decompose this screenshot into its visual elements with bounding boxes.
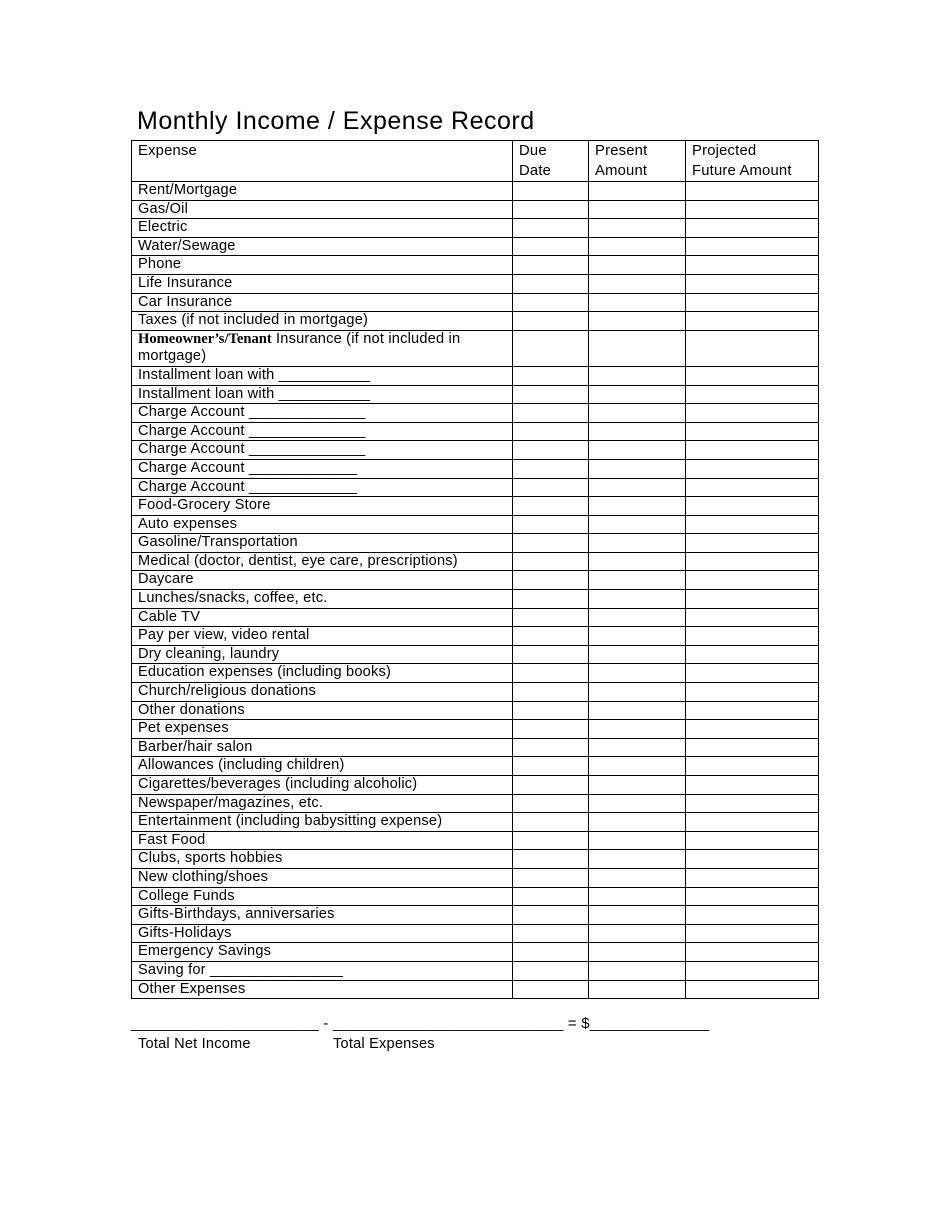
due-date-cell xyxy=(513,683,589,702)
table-row xyxy=(132,274,819,293)
due-date-cell xyxy=(513,850,589,869)
due-date-cell xyxy=(513,868,589,887)
present-amount-cell xyxy=(589,330,686,366)
table-row xyxy=(132,590,819,609)
total-net-income-label: Total Net Income xyxy=(138,1036,251,1052)
projected-future-amount-cell xyxy=(686,497,819,516)
present-amount-cell xyxy=(589,422,686,441)
projected-future-amount-cell xyxy=(686,571,819,590)
due-date-cell xyxy=(513,943,589,962)
due-date-cell xyxy=(513,404,589,423)
table-row xyxy=(132,943,819,962)
table-row xyxy=(132,645,819,664)
expense-label-cell: Gasoline/Transportation xyxy=(132,534,513,553)
present-amount-cell xyxy=(589,459,686,478)
expense-label-cell: Education expenses (including books) xyxy=(132,664,513,683)
table-row xyxy=(132,256,819,275)
projected-future-amount-cell xyxy=(686,627,819,646)
projected-future-amount-cell xyxy=(686,608,819,627)
expense-label-cell: Charge Account ______________ xyxy=(132,441,513,460)
expense-label-cell: Charge Account _____________ xyxy=(132,459,513,478)
present-amount-cell xyxy=(589,887,686,906)
table-row xyxy=(132,868,819,887)
expense-label-cell: Dry cleaning, laundry xyxy=(132,645,513,664)
present-amount-cell xyxy=(589,701,686,720)
due-date-cell xyxy=(513,887,589,906)
due-date-cell xyxy=(513,366,589,385)
present-amount-cell xyxy=(589,274,686,293)
table-row xyxy=(132,478,819,497)
due-date-cell xyxy=(513,293,589,312)
projected-future-amount-cell xyxy=(686,404,819,423)
present-amount-cell xyxy=(589,478,686,497)
present-amount-cell xyxy=(589,534,686,553)
table-header xyxy=(132,141,819,182)
expense-label-cell: Cable TV xyxy=(132,608,513,627)
table-row xyxy=(132,831,819,850)
expense-label-cell: Taxes (if not included in mortgage) xyxy=(132,312,513,331)
totals-footer xyxy=(131,1014,709,1054)
table-row xyxy=(132,534,819,553)
expense-label-cell: Installment loan with ___________ xyxy=(132,366,513,385)
projected-future-amount-cell xyxy=(686,961,819,980)
present-amount-cell xyxy=(589,831,686,850)
expense-label-cell: Allowances (including children) xyxy=(132,757,513,776)
present-amount-cell xyxy=(589,571,686,590)
projected-future-amount-cell xyxy=(686,906,819,925)
expense-label-cell: Cigarettes/beverages (including alcoholic) xyxy=(132,776,513,795)
due-date-cell xyxy=(513,274,589,293)
expense-label-cell: Charge Account ______________ xyxy=(132,404,513,423)
table-row xyxy=(132,515,819,534)
present-amount-cell xyxy=(589,552,686,571)
expense-label-cell: Barber/hair salon xyxy=(132,738,513,757)
projected-future-amount-cell xyxy=(686,552,819,571)
projected-future-amount-cell xyxy=(686,330,819,366)
expense-label-cell: Auto expenses xyxy=(132,515,513,534)
due-date-cell xyxy=(513,312,589,331)
expense-label-cell: Lunches/snacks, coffee, etc. xyxy=(132,590,513,609)
expense-label-cell: Saving for ________________ xyxy=(132,961,513,980)
due-date-cell xyxy=(513,534,589,553)
table-row xyxy=(132,441,819,460)
expense-label-cell: Fast Food xyxy=(132,831,513,850)
table-row xyxy=(132,404,819,423)
expense-label-cell: Pet expenses xyxy=(132,720,513,739)
projected-future-amount-cell xyxy=(686,813,819,832)
present-amount-cell xyxy=(589,590,686,609)
projected-future-amount-cell xyxy=(686,757,819,776)
due-date-cell xyxy=(513,256,589,275)
table-row xyxy=(132,237,819,256)
table-row xyxy=(132,906,819,925)
expense-label-cell: Phone xyxy=(132,256,513,275)
table-row xyxy=(132,608,819,627)
due-date-cell xyxy=(513,200,589,219)
projected-future-amount-cell xyxy=(686,683,819,702)
projected-future-amount-cell xyxy=(686,237,819,256)
projected-future-amount-cell xyxy=(686,182,819,201)
projected-future-amount-cell xyxy=(686,776,819,795)
present-amount-cell xyxy=(589,441,686,460)
present-amount-cell xyxy=(589,776,686,795)
table-row xyxy=(132,961,819,980)
table-row xyxy=(132,813,819,832)
due-date-cell xyxy=(513,385,589,404)
table-row xyxy=(132,385,819,404)
expense-label-cell: Water/Sewage xyxy=(132,237,513,256)
expense-label-cell: Daycare xyxy=(132,571,513,590)
present-amount-cell xyxy=(589,980,686,999)
present-amount-cell xyxy=(589,256,686,275)
expense-label-cell: Pay per view, video rental xyxy=(132,627,513,646)
expense-label-cell: Charge Account _____________ xyxy=(132,478,513,497)
present-amount-cell xyxy=(589,182,686,201)
table-row xyxy=(132,330,819,366)
present-amount-cell xyxy=(589,868,686,887)
due-date-cell xyxy=(513,980,589,999)
due-date-cell xyxy=(513,701,589,720)
present-amount-cell xyxy=(589,404,686,423)
table-row xyxy=(132,422,819,441)
expense-label-cell: Emergency Savings xyxy=(132,943,513,962)
table-row xyxy=(132,776,819,795)
due-date-cell xyxy=(513,757,589,776)
present-amount-cell xyxy=(589,961,686,980)
table-body xyxy=(132,182,819,999)
table-row xyxy=(132,219,819,238)
due-date-cell xyxy=(513,906,589,925)
expense-label-cell: Food-Grocery Store xyxy=(132,497,513,516)
table-row xyxy=(132,683,819,702)
table-row xyxy=(132,850,819,869)
table-row xyxy=(132,757,819,776)
table-row xyxy=(132,182,819,201)
expense-label-bold-part: Homeowner’s/Tenant xyxy=(138,330,272,347)
column-header-present_amount: Present Amount xyxy=(589,141,686,182)
expense-label-cell: Gas/Oil xyxy=(132,200,513,219)
projected-future-amount-cell xyxy=(686,738,819,757)
projected-future-amount-cell xyxy=(686,459,819,478)
present-amount-cell xyxy=(589,200,686,219)
present-amount-cell xyxy=(589,515,686,534)
column-header-due_date: Due Date xyxy=(513,141,589,182)
table-row xyxy=(132,664,819,683)
expense-label-cell: Charge Account ______________ xyxy=(132,422,513,441)
expense-label-cell: Other donations xyxy=(132,701,513,720)
projected-future-amount-cell xyxy=(686,943,819,962)
projected-future-amount-cell xyxy=(686,868,819,887)
present-amount-cell xyxy=(589,738,686,757)
projected-future-amount-cell xyxy=(686,312,819,331)
expense-label-cell: Newspaper/magazines, etc. xyxy=(132,794,513,813)
present-amount-cell xyxy=(589,813,686,832)
due-date-cell xyxy=(513,552,589,571)
present-amount-cell xyxy=(589,683,686,702)
present-amount-cell xyxy=(589,608,686,627)
projected-future-amount-cell xyxy=(686,366,819,385)
present-amount-cell xyxy=(589,906,686,925)
table-row xyxy=(132,701,819,720)
present-amount-cell xyxy=(589,794,686,813)
projected-future-amount-cell xyxy=(686,274,819,293)
due-date-cell xyxy=(513,515,589,534)
due-date-cell xyxy=(513,831,589,850)
projected-future-amount-cell xyxy=(686,645,819,664)
due-date-cell xyxy=(513,627,589,646)
projected-future-amount-cell xyxy=(686,219,819,238)
column-header-projected_future_amount: Projected Future Amount xyxy=(686,141,819,182)
expense-label-cell: Clubs, sports hobbies xyxy=(132,850,513,869)
table-row xyxy=(132,200,819,219)
projected-future-amount-cell xyxy=(686,590,819,609)
projected-future-amount-cell xyxy=(686,831,819,850)
present-amount-cell xyxy=(589,385,686,404)
present-amount-cell xyxy=(589,237,686,256)
expense-label-cell: Installment loan with ___________ xyxy=(132,385,513,404)
projected-future-amount-cell xyxy=(686,794,819,813)
due-date-cell xyxy=(513,571,589,590)
due-date-cell xyxy=(513,219,589,238)
present-amount-cell xyxy=(589,664,686,683)
column-header-expense: Expense xyxy=(132,141,513,182)
expense-label-cell: Gifts-Holidays xyxy=(132,924,513,943)
projected-future-amount-cell xyxy=(686,478,819,497)
due-date-cell xyxy=(513,961,589,980)
due-date-cell xyxy=(513,813,589,832)
projected-future-amount-cell xyxy=(686,701,819,720)
projected-future-amount-cell xyxy=(686,887,819,906)
expense-label-cell: New clothing/shoes xyxy=(132,868,513,887)
expense-label-cell: Car Insurance xyxy=(132,293,513,312)
table-row xyxy=(132,627,819,646)
due-date-cell xyxy=(513,422,589,441)
expense-label-cell: Other Expenses xyxy=(132,980,513,999)
present-amount-cell xyxy=(589,366,686,385)
table-row xyxy=(132,312,819,331)
due-date-cell xyxy=(513,237,589,256)
present-amount-cell xyxy=(589,757,686,776)
expense-label-cell: Electric xyxy=(132,219,513,238)
due-date-cell xyxy=(513,441,589,460)
projected-future-amount-cell xyxy=(686,980,819,999)
due-date-cell xyxy=(513,738,589,757)
projected-future-amount-cell xyxy=(686,924,819,943)
due-date-cell xyxy=(513,330,589,366)
present-amount-cell xyxy=(589,219,686,238)
present-amount-cell xyxy=(589,943,686,962)
header-row xyxy=(132,141,819,182)
projected-future-amount-cell xyxy=(686,422,819,441)
present-amount-cell xyxy=(589,293,686,312)
present-amount-cell xyxy=(589,312,686,331)
expense-label-cell: Entertainment (including babysitting expense) xyxy=(132,813,513,832)
projected-future-amount-cell xyxy=(686,850,819,869)
expense-label-cell: College Funds xyxy=(132,887,513,906)
expense-table xyxy=(131,140,819,999)
table-row xyxy=(132,552,819,571)
projected-future-amount-cell xyxy=(686,534,819,553)
table-row xyxy=(132,794,819,813)
totals-formula-line: ______________________ - ___________________________ = $______________ xyxy=(131,1015,710,1032)
expense-label-cell: Gifts-Birthdays, anniversaries xyxy=(132,906,513,925)
projected-future-amount-cell xyxy=(686,441,819,460)
due-date-cell xyxy=(513,664,589,683)
due-date-cell xyxy=(513,478,589,497)
expense-label-cell: Rent/Mortgage xyxy=(132,182,513,201)
projected-future-amount-cell xyxy=(686,256,819,275)
due-date-cell xyxy=(513,459,589,478)
projected-future-amount-cell xyxy=(686,515,819,534)
table-row xyxy=(132,366,819,385)
table-row xyxy=(132,738,819,757)
expense-label-cell: Medical (doctor, dentist, eye care, prescriptions) xyxy=(132,552,513,571)
due-date-cell xyxy=(513,182,589,201)
table-row xyxy=(132,720,819,739)
projected-future-amount-cell xyxy=(686,720,819,739)
page-title: Monthly Income / Expense Record xyxy=(137,107,535,135)
due-date-cell xyxy=(513,720,589,739)
projected-future-amount-cell xyxy=(686,200,819,219)
due-date-cell xyxy=(513,645,589,664)
due-date-cell xyxy=(513,608,589,627)
due-date-cell xyxy=(513,794,589,813)
projected-future-amount-cell xyxy=(686,293,819,312)
table-row xyxy=(132,980,819,999)
present-amount-cell xyxy=(589,645,686,664)
expense-label-cell: Church/religious donations xyxy=(132,683,513,702)
table-row xyxy=(132,571,819,590)
present-amount-cell xyxy=(589,497,686,516)
present-amount-cell xyxy=(589,720,686,739)
expense-label-cell: Life Insurance xyxy=(132,274,513,293)
table-row xyxy=(132,497,819,516)
due-date-cell xyxy=(513,590,589,609)
present-amount-cell xyxy=(589,627,686,646)
due-date-cell xyxy=(513,924,589,943)
table-row xyxy=(132,459,819,478)
table-row xyxy=(132,293,819,312)
projected-future-amount-cell xyxy=(686,664,819,683)
total-expenses-label: Total Expenses xyxy=(333,1036,435,1052)
due-date-cell xyxy=(513,497,589,516)
totals-labels xyxy=(131,1034,709,1054)
present-amount-cell xyxy=(589,850,686,869)
present-amount-cell xyxy=(589,924,686,943)
expense-label-cell: Homeowner’s/Tenant Insurance (if not included in mortgage) xyxy=(132,330,513,366)
table-row xyxy=(132,887,819,906)
projected-future-amount-cell xyxy=(686,385,819,404)
due-date-cell xyxy=(513,776,589,795)
table-row xyxy=(132,924,819,943)
